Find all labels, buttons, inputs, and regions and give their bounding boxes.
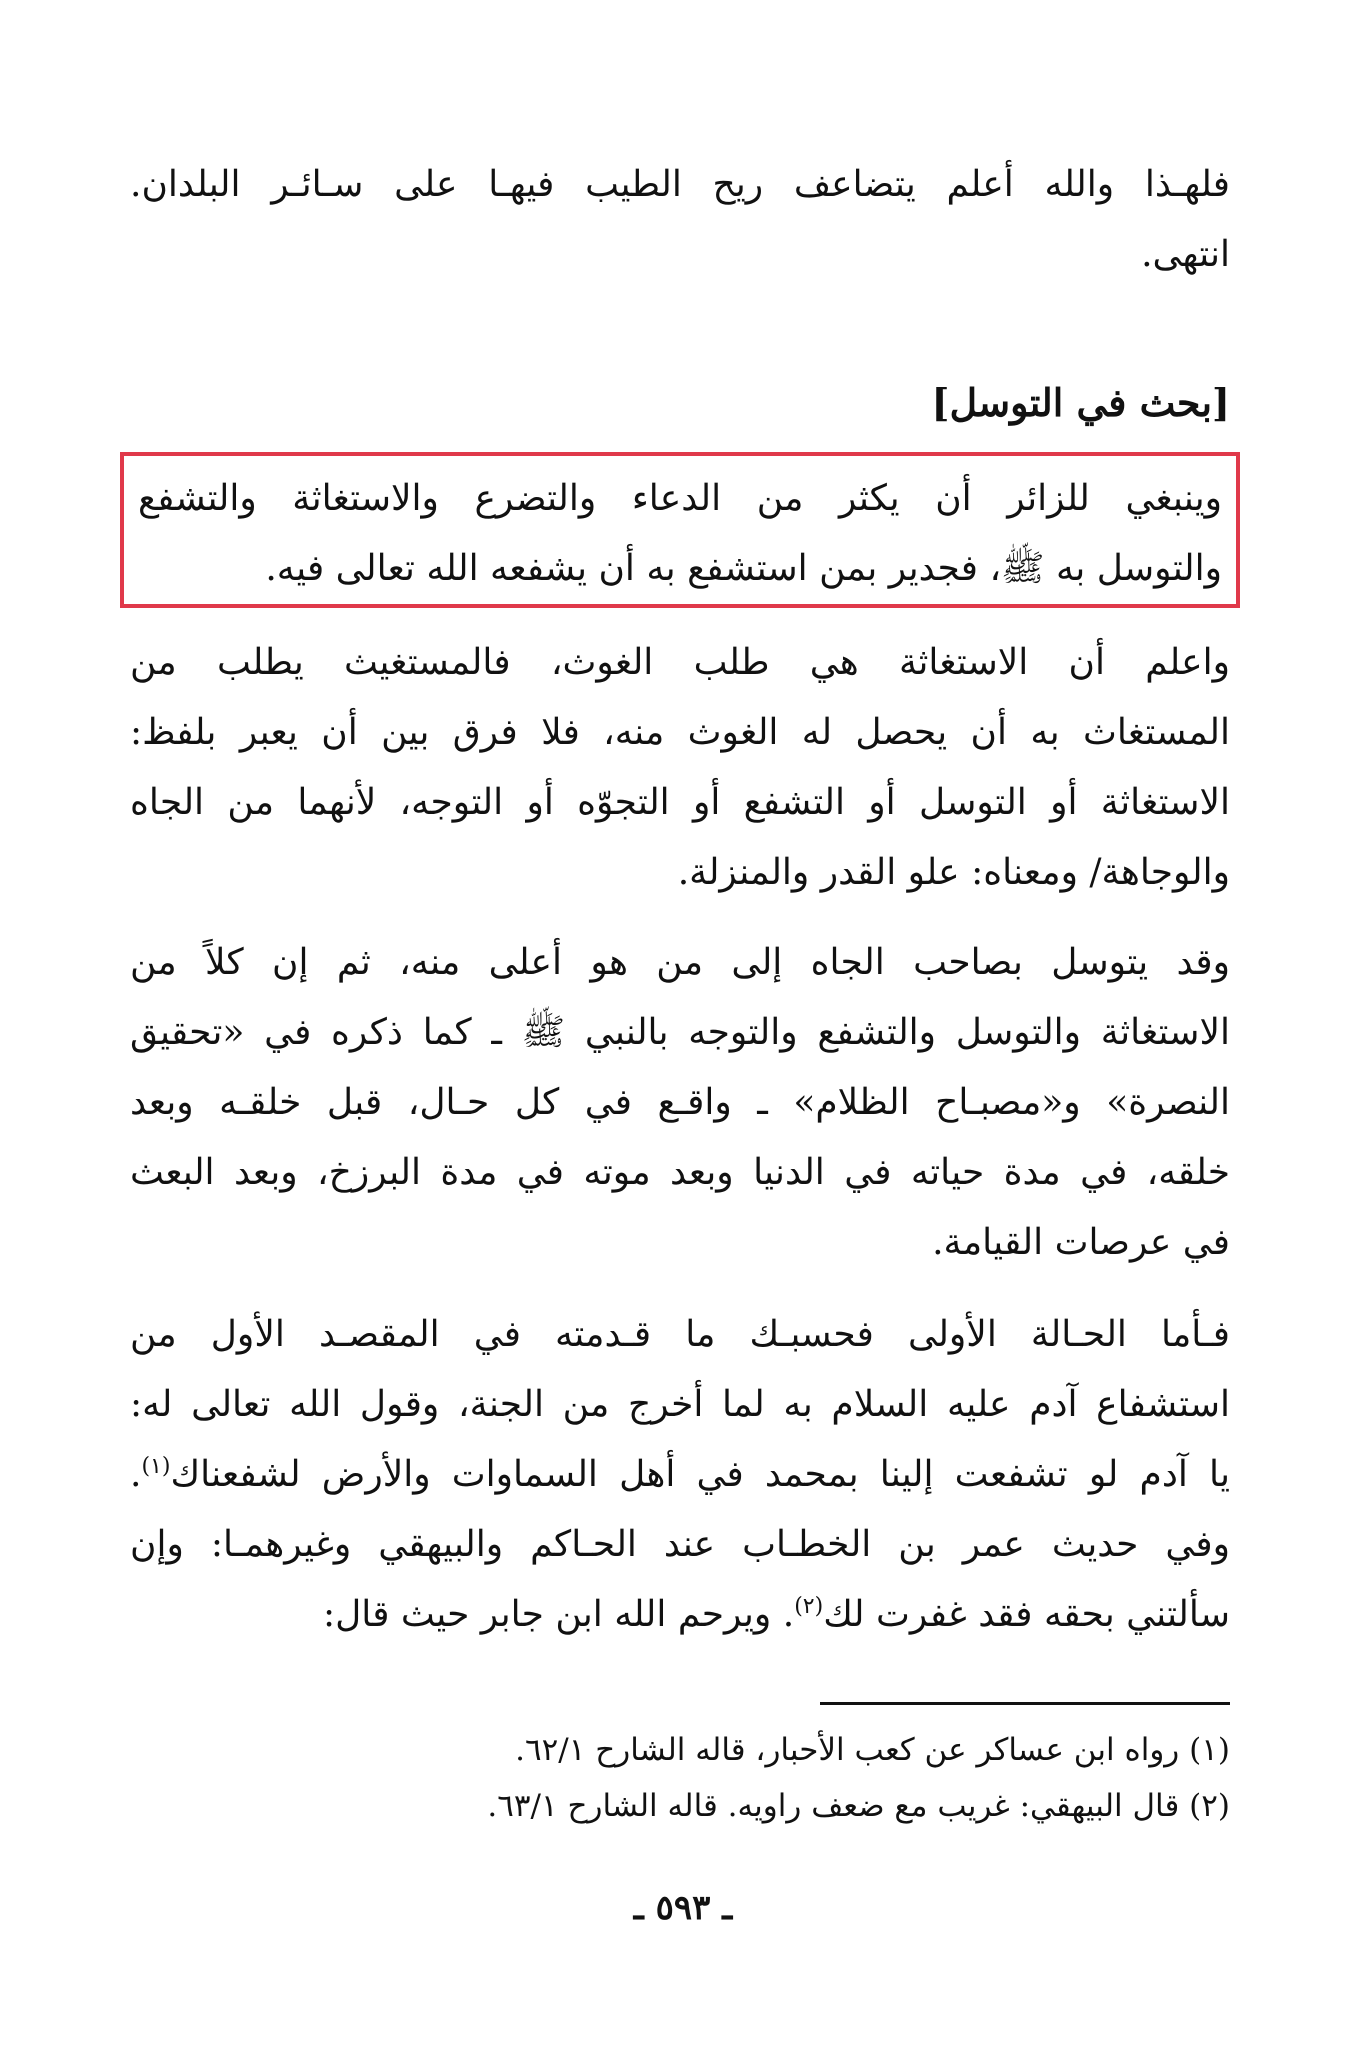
first-state-line-3-end: . — [130, 1454, 142, 1495]
istighatha-line-2: المستغاث به أن يحصل له الغوث منه، فلا فرق بين أن يعبر بلفظ: — [130, 712, 1230, 753]
page-number: ـ ٥٩٣ ـ — [633, 1888, 733, 1928]
footnote-1: (١) رواه ابن عساكر عن كعب الأحبار، قاله الشارح ٦٢/١. — [515, 1732, 1230, 1768]
highlighted-line-1: وينبغي للزائر أن يكثر من الدعاء والتضرع والاستغاثة والتشفع — [138, 478, 1222, 519]
footnote-divider — [820, 1702, 1230, 1705]
tawassul-line-2: الاستغاثة والتوسل والتشفع والتوجه بالنبي ﷺ ـ كما ذكره في «تحقيق — [130, 1012, 1230, 1053]
first-state-line-5-end: . ويرحم الله ابن جابر حيث قال: — [322, 1594, 795, 1635]
istighatha-line-3: الاستغاثة أو التوسل أو التشفع أو التجوّه أو التوجه، لأنهما من الجاه — [130, 782, 1231, 823]
first-state-paragraph — [130, 1300, 1230, 1650]
tawassul-line-5: في عرصات القيامة. — [932, 1222, 1230, 1263]
highlighted-paragraph-box — [120, 452, 1240, 608]
highlighted-line-2: والتوسل به ﷺ، فجدير بمن استشفع به أن يشفعه الله تعالى فيه. — [265, 548, 1222, 589]
istighatha-paragraph — [130, 628, 1230, 908]
istighatha-line-1: واعلم أن الاستغاثة هي طلب الغوث، فالمستغيث يطلب من — [130, 642, 1230, 683]
tawassul-line-1: وقد يتوسل بصاحب الجاه إلى من هو أعلى منه، ثم إن كلاً من — [130, 942, 1230, 983]
first-state-line-2: استشفاع آدم عليه السلام به لما أخرج من الجنة، وقول الله تعالى له: — [130, 1384, 1230, 1425]
highlighted-paragraph — [138, 464, 1222, 604]
first-state-line-5 — [130, 1580, 1230, 1650]
istighatha-line-4: والوجاهة/ ومعناه: علو القدر والمنزلة. — [677, 852, 1230, 893]
intro-line-1: فلهـذا والله أعلم يتضاعف ريح الطيب فيهـا على سـائـر البلدان. — [130, 164, 1230, 205]
first-state-line-1: فـأما الحـالة الأولى فحسبـك ما قـدمته في المقصـد الأول من — [130, 1314, 1230, 1355]
intro-line-2: انتهى. — [1141, 234, 1230, 275]
footnote-ref-1[interactable]: (١) — [141, 1454, 171, 1479]
first-state-line-3-text: يا آدم لو تشفعت إلينا بمحمد في أهل السماوات والأرض لشفعناك — [170, 1454, 1230, 1495]
intro-paragraph — [130, 150, 1230, 290]
tawassul-paragraph — [130, 928, 1230, 1278]
section-heading: [بحث في التوسل] — [931, 380, 1230, 425]
first-state-line-5-text: سألتني بحقه فقد غفرت لك — [823, 1594, 1230, 1635]
tawassul-line-4: خلقه، في مدة حياته في الدنيا وبعد موته في مدة البرزخ، وبعد البعث — [130, 1152, 1230, 1193]
footnote-2: (٢) قال البيهقي: غريب مع ضعف راويه. قاله الشارح ٦٣/١. — [487, 1788, 1230, 1824]
footnote-ref-2[interactable]: (٢) — [794, 1594, 824, 1619]
tawassul-line-3: النصرة» و«مصبـاح الظلام» ـ واقـع في كل حـال، قبل خلقـه وبعد — [130, 1082, 1230, 1123]
first-state-line-4: وفي حديث عمر بن الخطـاب عند الحـاكم والبيهقي وغيرهمـا: وإن — [130, 1524, 1230, 1565]
first-state-line-3 — [130, 1440, 1230, 1510]
